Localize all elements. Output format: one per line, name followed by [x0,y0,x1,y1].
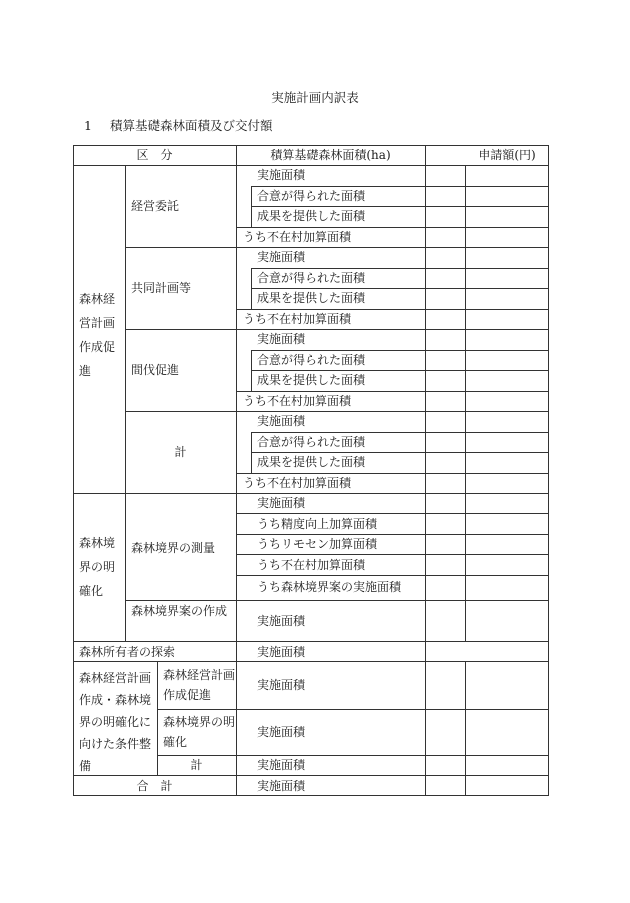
area-label: 実施面積 [257,250,306,264]
area-label: 成果を提供した面積 [257,373,366,387]
area-label: うち不在村加算面積 [243,394,352,408]
area-label: 実施面積 [257,758,306,772]
area-label: 実施面積 [257,414,306,428]
area-label: 実施面積 [257,614,306,628]
row-label-cond-subtotal: 計 [190,758,203,772]
row-label-boundary-survey: 森林境界の測量 [131,541,216,555]
area-label: 実施面積 [257,779,306,793]
row-label-subtotal: 計 [174,445,187,459]
group-boundary-label: 森林境界の明確化 [79,536,116,598]
area-label: うち不在村加算面積 [243,476,352,490]
row-label-kyodo-keikaku: 共同計画等 [131,281,192,295]
section-heading [84,116,273,134]
row-label-grand-total: 合 計 [136,779,173,793]
area-label: 合意が得られた面積 [257,271,366,285]
area-label: うち不在村加算面積 [243,312,352,326]
area-label: 成果を提供した面積 [257,209,366,223]
area-label: うち不在村加算面積 [257,558,366,572]
area-label: 実施面積 [257,678,306,692]
breakdown-table [73,145,549,796]
row-label-owner-search: 森林所有者の探索 [79,645,176,659]
header-area: 積算基礎森林面積(ha) [270,148,391,162]
area-label: 成果を提供した面積 [257,455,366,469]
row-label-kanbatsu: 間伐促進 [131,363,180,377]
section-number: 1 [84,118,92,133]
area-label: 実施面積 [257,645,306,659]
area-label: うち森林境界案の実施面積 [257,580,402,594]
section-label: 積算基礎森林面積及び交付額 [110,118,273,133]
header-category: 区 分 [136,148,173,162]
area-label: 合意が得られた面積 [257,435,366,449]
area-label: 実施面積 [257,496,306,510]
row-label-cond-plan: 森林経営計画作成促進 [163,668,236,702]
group-conditions-label: 森林経営計画作成・森林境界の明確化に向けた条件整備 [79,671,152,773]
area-label: 合意が得られた面積 [257,189,366,203]
row-label-cond-boundary: 森林境界の明確化 [163,715,236,749]
area-label: 実施面積 [257,168,306,182]
group-forest-plan-label: 森林経営計画作成促進 [79,292,116,378]
area-label: 成果を提供した面積 [257,291,366,305]
page-title: 実施計画内訳表 [271,90,359,105]
area-label: うち精度向上加算面積 [257,517,378,531]
header-amount: 申請額(円) [478,148,536,162]
row-label-keiei-itaku: 経営委託 [131,199,180,213]
area-label: 実施面積 [257,332,306,346]
area-label: 合意が得られた面積 [257,353,366,367]
area-label: うち不在村加算面積 [243,230,352,244]
area-label: うちリモセン加算面積 [257,537,378,551]
row-label-boundary-draft: 森林境界案の作成 [131,604,228,618]
area-label: 実施面積 [257,725,306,739]
